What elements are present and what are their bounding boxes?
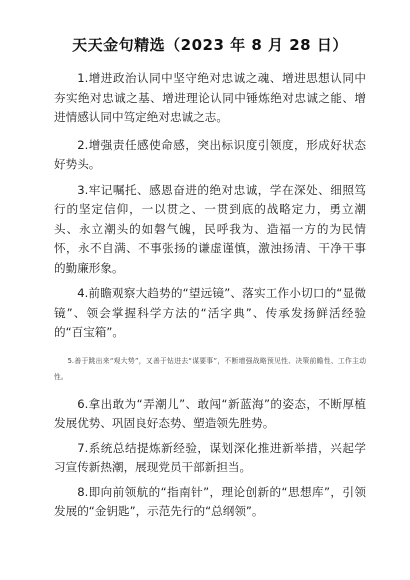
quote-paragraph-1: 1.增进政治认同中坚守绝对忠诚之魂、增进思想认同中夯实绝对忠诚之基、增进理论认同中锤炼绝对忠诚之能、增进情感认同中笃定绝对忠诚之志。: [54, 71, 366, 124]
document-title: 天天金句精选（2023 年 8 月 28 日）: [72, 36, 348, 54]
quote-paragraph-4: 4.前瞻观察大趋势的“望远镜”、落实工作小切口的“显微镜”、领会掌握科学方法的“活字典”、传承发扬鲜活经验的“百宝箱”。: [54, 286, 366, 339]
quote-paragraph-3: 3.牢记嘱托、感恩奋进的绝对忠诚，学在深处、细照笃行的坚定信仰，一以贯之、一贯到底的战略定力，勇立潮头、永立潮头的如磐气魄，民呼我为、造福一方的为民情怀，永不自满、不事张扬的谦虚谨慎，激浊扬清、干净干事的勤廉形象。: [54, 182, 366, 275]
quote-paragraph-2: 2.增强责任感使命感，突出标识度引领度，形成好状态好势头。: [54, 137, 366, 171]
quote-paragraph-5: 5.善于跳出来“观大势”，又善于钻进去“谋要事”，不断增强战略预见性、决策前瞻性、工作主动性。: [54, 356, 366, 381]
quote-paragraph-6: 6.拿出敢为“弄潮儿”、敢闯“新蓝海”的姿态，不断厚植发展优势、巩固良好态势、塑造领先胜势。: [54, 396, 366, 430]
quote-paragraph-8: 8.即向前领航的“指南针”，理论创新的“思想库”，引领发展的“金钥匙”，示范先行的“总纲领”。: [54, 484, 366, 518]
quote-paragraph-7: 7.系统总结提炼新经验，谋划深化推进新举措，兴起学习宣传新热潮，展现党员干部新担当。: [54, 440, 366, 474]
